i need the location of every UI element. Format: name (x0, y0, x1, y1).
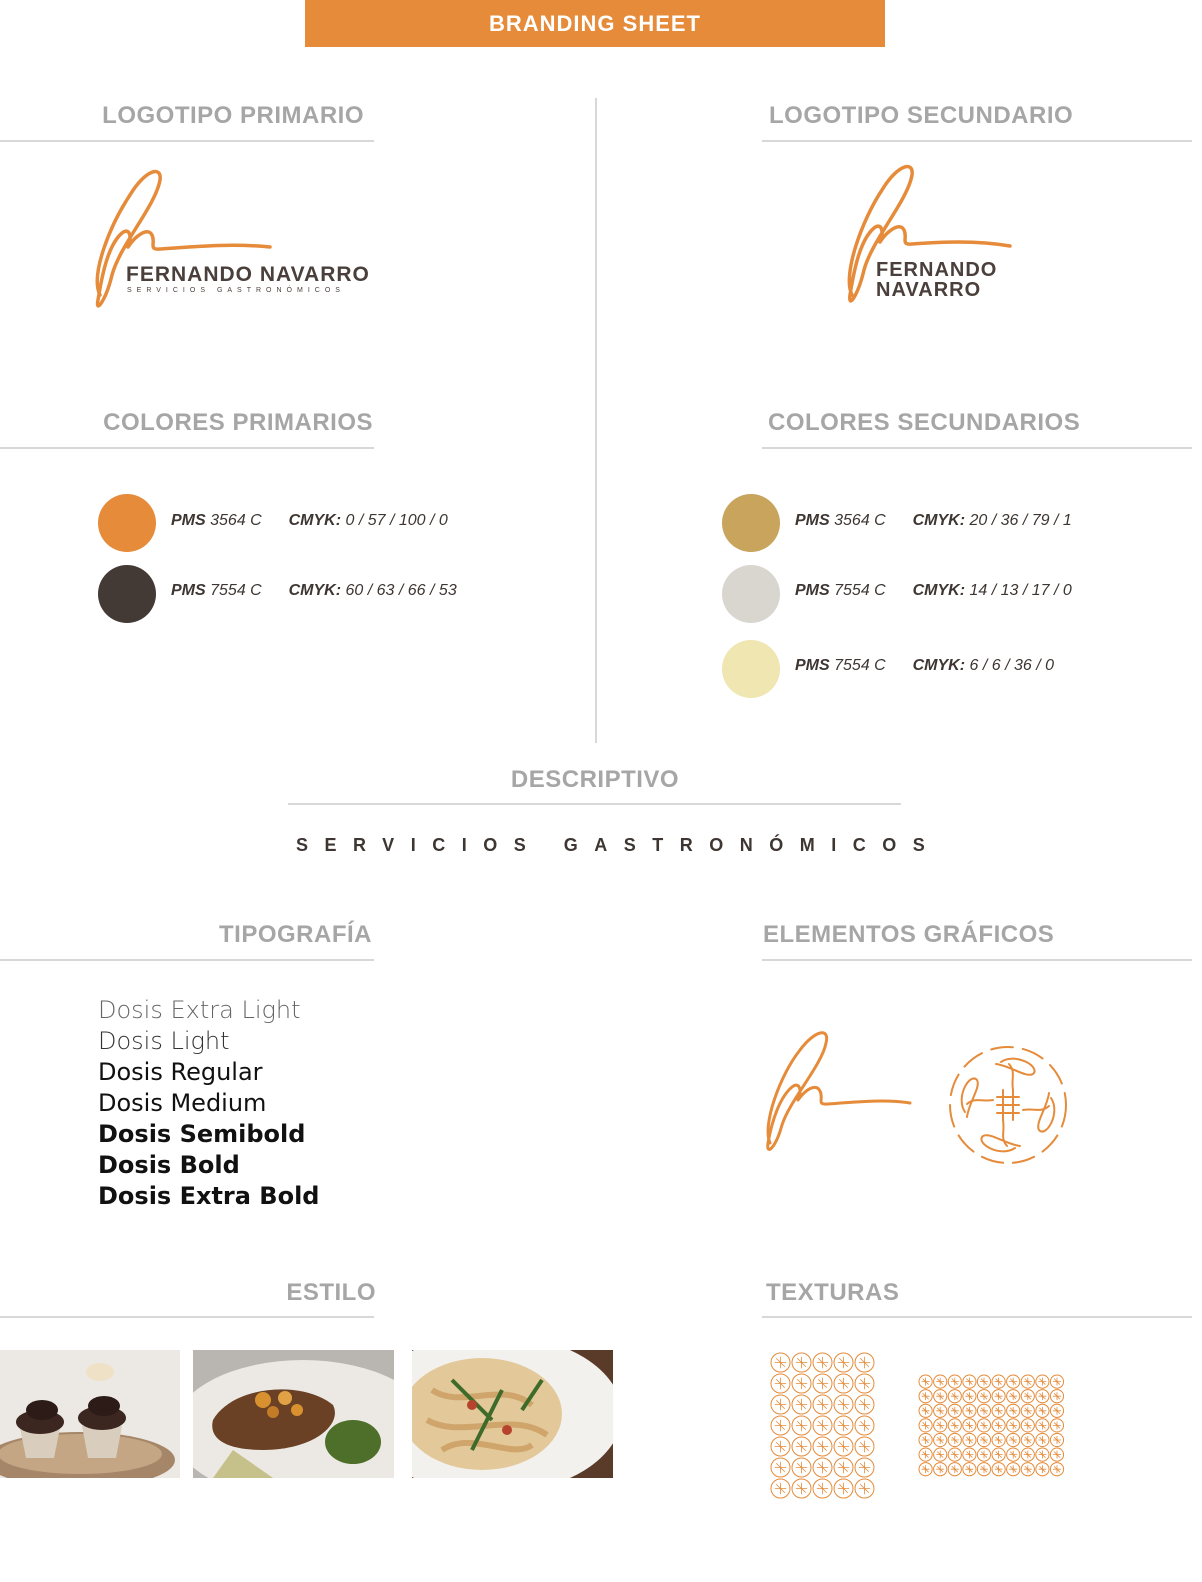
cmyk-label: CMYK: (912, 657, 966, 674)
texture-tile (919, 1419, 932, 1432)
texture-tile (855, 1437, 874, 1456)
heading-typography: TIPOGRAFÍA (219, 921, 372, 948)
primary-logo (90, 165, 380, 315)
texture-tile (948, 1375, 961, 1388)
banner-title: BRANDING SHEET (488, 10, 701, 36)
type-sample-bold: Dosis Bold (98, 1151, 240, 1179)
texture-tile (977, 1404, 990, 1417)
typography-list (98, 995, 319, 1212)
texture-tile (855, 1395, 874, 1414)
descriptor-text: SERVICIOS GASTRONÓMICOS (296, 835, 942, 855)
heading-descriptive: DESCRIPTIVO (510, 766, 680, 793)
secondary-logo-name-line2: NAVARRO (876, 279, 982, 301)
graphic-element-pattern-seal (945, 1042, 1071, 1168)
cmyk-value: 6 / 6 / 36 / 0 (969, 657, 1055, 674)
grilled-meat-photo (193, 1350, 394, 1478)
texture-tile (977, 1390, 990, 1403)
texture-tile (792, 1479, 811, 1498)
texture-tile (792, 1395, 811, 1414)
type-sample-light: Dosis Light (98, 1027, 230, 1055)
heading-textures: TEXTURAS (766, 1279, 900, 1306)
pms-value: 7554 C (834, 657, 886, 674)
primary-color-info (171, 512, 448, 530)
texture-tile (1007, 1375, 1020, 1388)
texture-tile (1050, 1404, 1063, 1417)
texture-tile (1050, 1375, 1063, 1388)
primary-logo-tagline: SERVICIOS GASTRONÓMICOS (127, 287, 345, 294)
texture-tile (855, 1458, 874, 1477)
rule-colors-primary (0, 447, 374, 449)
texture-tile (977, 1433, 990, 1446)
texture-tile (855, 1374, 874, 1393)
pms-label: PMS (795, 582, 830, 599)
texture-tile (1050, 1390, 1063, 1403)
pms-label: PMS (795, 657, 830, 674)
texture-tile (813, 1395, 832, 1414)
texture-tile (1007, 1463, 1020, 1476)
texture-tile (855, 1353, 874, 1372)
texture-tile (771, 1458, 790, 1477)
secondary-logo (840, 160, 1020, 310)
texture-pattern-small (918, 1374, 1064, 1482)
texture-tile (1021, 1433, 1034, 1446)
heading-graphic-elements: ELEMENTOS GRÁFICOS (763, 921, 1055, 948)
primary-logo-name: FERNANDO NAVARRO (126, 263, 370, 286)
cmyk-label: CMYK: (288, 512, 342, 529)
texture-tile (834, 1353, 853, 1372)
secondary-logo-name-line1: FERNANDO (876, 259, 998, 281)
color-swatch (722, 640, 780, 698)
texture-tile (919, 1433, 932, 1446)
texture-pattern-icon (918, 1374, 1064, 1482)
texture-tile (1050, 1463, 1063, 1476)
texture-tile (977, 1448, 990, 1461)
texture-tile (934, 1390, 947, 1403)
texture-tile (919, 1375, 932, 1388)
texture-tile (919, 1390, 932, 1403)
color-swatch (98, 494, 156, 552)
texture-tile (934, 1463, 947, 1476)
texture-tile (1021, 1404, 1034, 1417)
texture-tile (771, 1374, 790, 1393)
pms-label: PMS (171, 582, 206, 599)
texture-tile (1021, 1463, 1034, 1476)
texture-tile (1036, 1433, 1049, 1446)
fn-monogram-icon (760, 1025, 920, 1155)
texture-tile (1007, 1404, 1020, 1417)
texture-tile (963, 1463, 976, 1476)
texture-tile (792, 1416, 811, 1435)
pms-value: 3564 C (210, 512, 262, 529)
texture-tile (1036, 1448, 1049, 1461)
texture-tile (813, 1479, 832, 1498)
texture-tile (834, 1374, 853, 1393)
texture-tile (934, 1375, 947, 1388)
texture-tile (1021, 1448, 1034, 1461)
texture-tile (813, 1416, 832, 1435)
texture-tile (834, 1416, 853, 1435)
texture-tile (992, 1390, 1005, 1403)
texture-tile (1050, 1419, 1063, 1432)
texture-tile (948, 1448, 961, 1461)
texture-tile (1036, 1375, 1049, 1388)
cmyk-label: CMYK: (912, 512, 966, 529)
secondary-color-row (722, 494, 780, 552)
texture-tile (771, 1395, 790, 1414)
texture-tile (771, 1353, 790, 1372)
texture-tile (992, 1375, 1005, 1388)
texture-tile (855, 1479, 874, 1498)
secondary-color-info (795, 512, 1072, 530)
texture-tile (834, 1395, 853, 1414)
texture-tile (977, 1375, 990, 1388)
texture-tile (771, 1416, 790, 1435)
texture-tile (934, 1419, 947, 1432)
type-sample-extra-bold: Dosis Extra Bold (98, 1182, 320, 1210)
texture-tile (948, 1433, 961, 1446)
texture-tile (963, 1404, 976, 1417)
texture-tile (1007, 1433, 1020, 1446)
texture-tile (813, 1458, 832, 1477)
texture-tile (948, 1419, 961, 1432)
texture-tile (919, 1448, 932, 1461)
vertical-divider (595, 98, 597, 743)
texture-tile (813, 1437, 832, 1456)
cmyk-value: 0 / 57 / 100 / 0 (345, 512, 448, 529)
texture-tile (1036, 1419, 1049, 1432)
texture-tile (834, 1479, 853, 1498)
heading-style: ESTILO (286, 1279, 376, 1306)
texture-tile (919, 1404, 932, 1417)
heading-colors-primary: COLORES PRIMARIOS (103, 409, 373, 436)
texture-tile (1021, 1419, 1034, 1432)
texture-tile (771, 1479, 790, 1498)
texture-tile (1036, 1463, 1049, 1476)
type-sample-medium: Dosis Medium (98, 1089, 267, 1117)
texture-tile (792, 1458, 811, 1477)
color-swatch (722, 565, 780, 623)
texture-tile (1007, 1448, 1020, 1461)
cmyk-label: CMYK: (288, 582, 342, 599)
rule-logo-primary (0, 140, 374, 142)
rule-typography (0, 959, 374, 961)
texture-tile (992, 1419, 1005, 1432)
texture-tile (992, 1463, 1005, 1476)
texture-tile (963, 1448, 976, 1461)
texture-tile (992, 1448, 1005, 1461)
texture-tile (963, 1390, 976, 1403)
primary-color-row (98, 494, 156, 552)
pms-value: 7554 C (210, 582, 262, 599)
texture-tile (948, 1463, 961, 1476)
cmyk-label: CMYK: (912, 582, 966, 599)
branding-sheet-banner (305, 0, 885, 47)
cmyk-value: 20 / 36 / 79 / 1 (969, 512, 1072, 529)
texture-tile (855, 1416, 874, 1435)
texture-tile (963, 1433, 976, 1446)
heading-colors-secondary: COLORES SECUNDARIOS (768, 409, 1081, 436)
secondary-color-info (795, 657, 1054, 675)
texture-tile (1021, 1390, 1034, 1403)
texture-tile (771, 1437, 790, 1456)
texture-tile (1036, 1390, 1049, 1403)
texture-tile (792, 1374, 811, 1393)
rule-descriptive (288, 803, 901, 805)
rule-colors-secondary (762, 447, 1192, 449)
type-sample-semibold: Dosis Semibold (98, 1120, 306, 1148)
texture-tile (1050, 1448, 1063, 1461)
texture-tile (1036, 1404, 1049, 1417)
texture-tile (1050, 1433, 1063, 1446)
pms-label: PMS (795, 512, 830, 529)
texture-tile (1021, 1375, 1034, 1388)
texture-tile (792, 1437, 811, 1456)
texture-tile (934, 1433, 947, 1446)
texture-tile (919, 1463, 932, 1476)
pms-value: 7554 C (834, 582, 886, 599)
rule-textures (762, 1316, 1192, 1318)
pasta-photo (412, 1350, 613, 1478)
graphic-element-monogram (760, 1025, 920, 1155)
texture-tile (977, 1463, 990, 1476)
secondary-color-info (795, 582, 1072, 600)
texture-tile (992, 1433, 1005, 1446)
texture-tile (1007, 1419, 1020, 1432)
type-sample-extra-light: Dosis Extra Light (98, 996, 301, 1024)
texture-tile (992, 1404, 1005, 1417)
pms-label: PMS (171, 512, 206, 529)
primary-color-row (98, 565, 156, 623)
heading-logo-primary: LOGOTIPO PRIMARIO (102, 102, 364, 129)
texture-tile (977, 1419, 990, 1432)
heading-logo-secondary: LOGOTIPO SECUNDARIO (769, 102, 1074, 129)
texture-tile (948, 1404, 961, 1417)
secondary-color-row (722, 640, 780, 698)
cmyk-value: 14 / 13 / 17 / 0 (969, 582, 1072, 599)
texture-pattern-large (770, 1352, 880, 1500)
texture-tile (963, 1419, 976, 1432)
texture-tile (934, 1448, 947, 1461)
texture-tile (963, 1375, 976, 1388)
texture-tile (792, 1353, 811, 1372)
primary-color-info (171, 582, 457, 600)
pms-value: 3564 C (834, 512, 886, 529)
texture-tile (1007, 1390, 1020, 1403)
texture-tile (834, 1437, 853, 1456)
texture-pattern-icon (770, 1352, 880, 1500)
type-sample-regular: Dosis Regular (98, 1058, 263, 1086)
rule-graphic-elements (762, 959, 1192, 961)
color-swatch (98, 565, 156, 623)
secondary-color-row (722, 565, 780, 623)
texture-tile (813, 1374, 832, 1393)
color-swatch (722, 494, 780, 552)
texture-tile (834, 1458, 853, 1477)
cmyk-value: 60 / 63 / 66 / 53 (345, 582, 457, 599)
rule-style (0, 1316, 374, 1318)
texture-tile (948, 1390, 961, 1403)
cupcakes-photo (0, 1350, 180, 1478)
rule-logo-secondary (762, 140, 1192, 142)
texture-tile (934, 1404, 947, 1417)
texture-tile (813, 1353, 832, 1372)
fn-seal-icon (945, 1042, 1071, 1168)
